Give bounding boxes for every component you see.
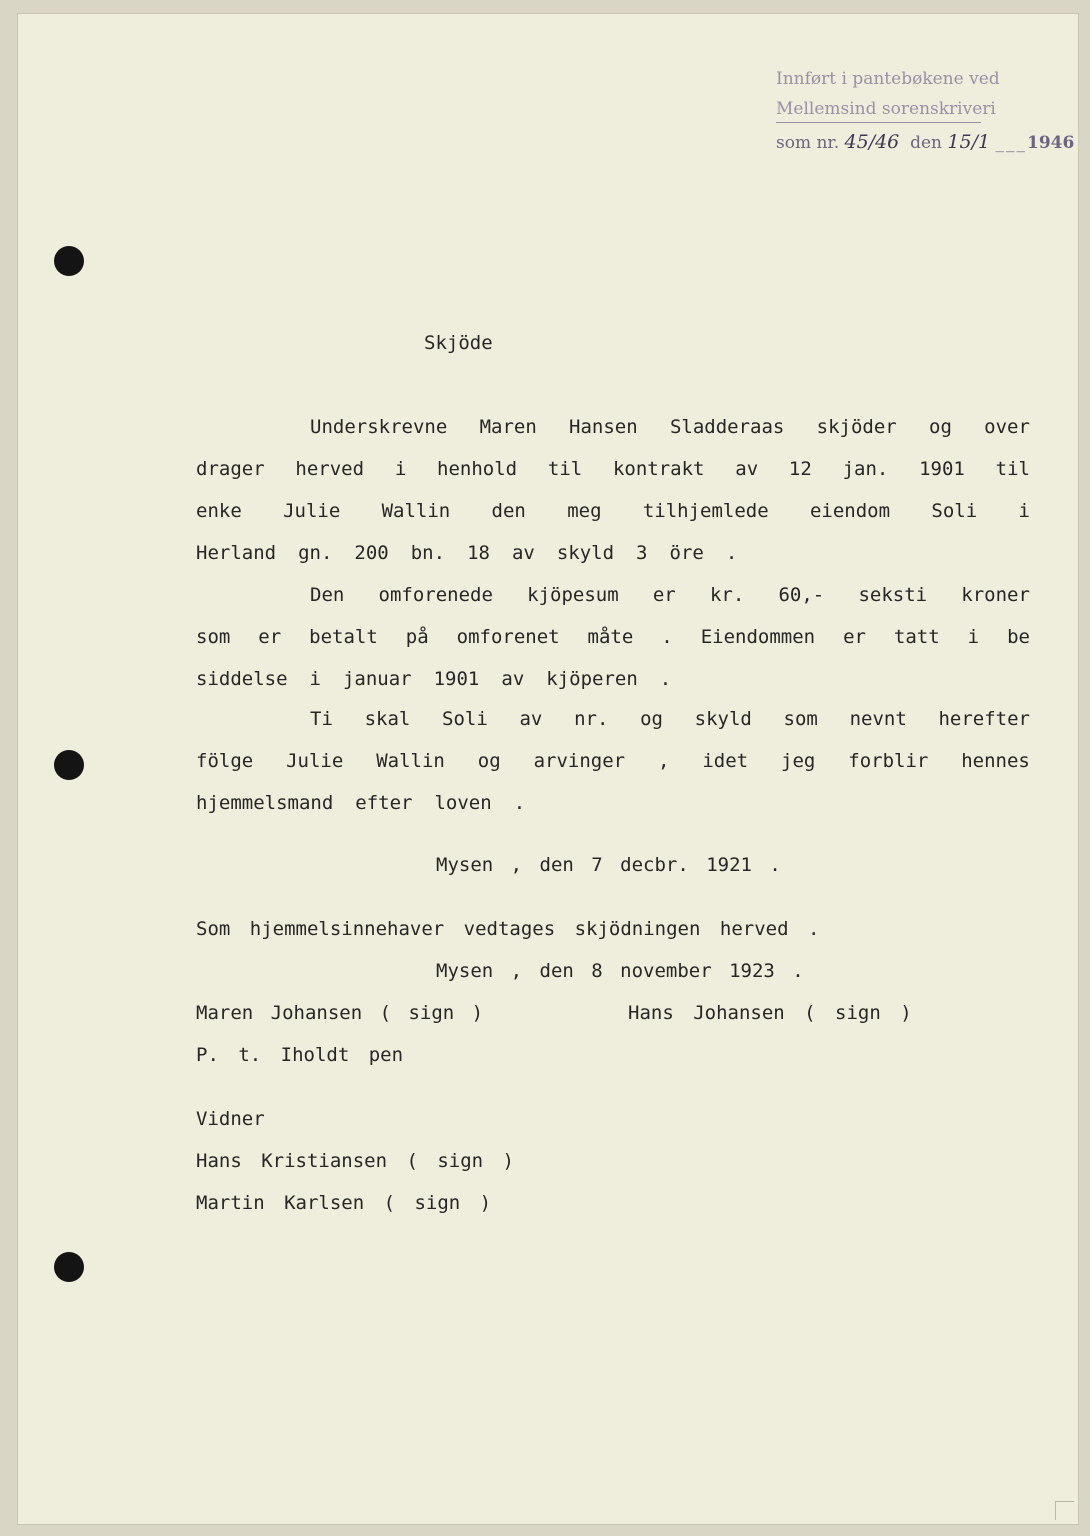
word: i — [394, 458, 407, 480]
word: hennes — [961, 750, 1030, 772]
word: kjöperen — [546, 668, 638, 690]
word: 1901 — [433, 668, 480, 690]
word: Herland — [196, 542, 277, 564]
word: 18 — [467, 542, 490, 564]
word: forblir — [848, 750, 929, 772]
word: kjöpesum — [527, 584, 619, 606]
word: henhold — [437, 458, 518, 480]
stamp-line-3: som nr. 45/46 den 15/1 ___1946 — [776, 131, 1075, 153]
word: , — [657, 750, 670, 772]
word: kroner — [961, 584, 1030, 606]
word: til — [547, 458, 583, 480]
p3-line — [196, 750, 1030, 772]
word: Sladderaas — [669, 416, 785, 438]
pt-line: P. t. Iholdt pen — [196, 1044, 404, 1066]
word: 3 — [636, 542, 648, 564]
word: Den — [310, 584, 345, 606]
word: . — [661, 626, 673, 648]
word: Soli — [442, 708, 488, 730]
word: tatt — [893, 626, 940, 648]
word: i — [1018, 500, 1030, 522]
word: . — [725, 542, 738, 564]
witnesses-label: Vidner — [196, 1108, 265, 1130]
word: Julie — [283, 500, 341, 522]
word: kontrakt — [612, 458, 705, 480]
document-body — [18, 14, 1078, 1524]
place-date-1: Mysen , den 7 decbr. 1921 . — [436, 854, 781, 876]
document-page — [18, 14, 1078, 1524]
p2-line — [196, 626, 1030, 648]
word: fölge — [196, 750, 254, 772]
word: skyld — [556, 542, 615, 564]
word: Soli — [931, 500, 978, 522]
word: bn. — [410, 542, 446, 564]
word: Wallin — [376, 750, 445, 772]
word: til — [995, 458, 1030, 480]
word: omforenet — [456, 626, 560, 648]
witness-martin-karlsen: Martin Karlsen ( sign ) — [196, 1192, 492, 1214]
word: er — [652, 584, 676, 606]
word: betalt — [309, 626, 378, 648]
p3-line — [310, 708, 1030, 730]
word: kr. — [709, 584, 745, 606]
word: hjemmelsmand — [196, 792, 334, 814]
word: skal — [364, 708, 411, 730]
word: öre — [669, 542, 704, 564]
stamp-line-1: Innført i pantebøkene ved — [776, 69, 1000, 89]
word: skyld — [694, 708, 752, 730]
word: enke — [196, 500, 242, 522]
word: skjöder — [816, 416, 897, 438]
stamp-line-2: Mellemsind sorenskriveri — [776, 99, 996, 119]
word: 60,- — [778, 584, 825, 606]
word: Underskrevne — [310, 416, 448, 438]
word: Julie — [286, 750, 344, 772]
word: som — [196, 626, 231, 648]
word: måte — [587, 626, 634, 648]
word: gn. — [298, 542, 333, 564]
word: jan. — [842, 458, 889, 480]
word: av — [501, 668, 525, 690]
word: eiendom — [809, 500, 891, 522]
word: i — [309, 668, 321, 690]
word: som — [783, 708, 818, 730]
word: loven — [434, 792, 492, 814]
acceptance-line: Som hjemmelsinnehaver vedtages skjödningen herved . — [196, 918, 820, 940]
p3-line — [196, 792, 1030, 814]
word: . — [513, 792, 526, 814]
p1-line — [196, 500, 1030, 522]
p1-line — [310, 416, 1030, 438]
word: 200 — [354, 542, 389, 564]
stamp-year: 1946 — [1026, 133, 1075, 153]
signature-maren-johansen: Maren Johansen ( sign ) — [196, 1002, 484, 1024]
word: den — [491, 500, 526, 522]
word: av — [511, 542, 535, 564]
word: arvinger — [533, 750, 626, 772]
word: over — [984, 416, 1030, 438]
word: omforenede — [378, 584, 493, 606]
word: efter — [355, 792, 413, 814]
word: . — [659, 668, 672, 690]
word: seksti — [858, 584, 928, 606]
word: meg — [567, 500, 602, 522]
word: og — [477, 750, 501, 772]
word: jeg — [781, 750, 816, 772]
word: og — [929, 416, 952, 438]
word: be — [1007, 626, 1030, 648]
word: er — [258, 626, 282, 648]
word: Wallin — [381, 500, 451, 522]
p2-line — [196, 668, 1030, 690]
word: og — [640, 708, 663, 730]
p1-line — [196, 458, 1030, 480]
place-date-2: Mysen , den 8 november 1923 . — [436, 960, 804, 982]
word: herefter — [938, 708, 1030, 730]
word: på — [405, 626, 429, 648]
page-corner — [1055, 1501, 1074, 1520]
word: idet — [702, 750, 749, 772]
word: 1901 — [919, 458, 965, 480]
p2-line — [310, 584, 1030, 606]
document-title: Skjöde — [424, 332, 493, 354]
witness-hans-kristiansen: Hans Kristiansen ( sign ) — [196, 1150, 514, 1172]
word: nr. — [574, 708, 609, 730]
stamp-date: 15/1 — [947, 131, 991, 153]
word: Ti — [310, 708, 333, 730]
stamp-number: 45/46 — [844, 131, 900, 153]
signature-hans-johansen: Hans Johansen ( sign ) — [628, 1002, 912, 1024]
word: januar — [342, 668, 412, 690]
word: Eiendommen — [700, 626, 816, 648]
word: i — [967, 626, 980, 648]
word: nevnt — [849, 708, 907, 730]
word: Maren — [479, 416, 537, 438]
word: av — [519, 708, 543, 730]
word: drager — [196, 458, 265, 480]
word: siddelse — [196, 668, 288, 690]
stamp-mid: den — [910, 133, 942, 153]
stamp-prefix: som nr. — [776, 133, 840, 153]
word: tilhjemlede — [642, 500, 769, 522]
p1-line — [196, 542, 1030, 564]
word: Hansen — [569, 416, 638, 438]
word: av — [735, 458, 759, 480]
word: er — [843, 626, 866, 648]
word: 12 — [788, 458, 812, 480]
word: herved — [295, 458, 365, 480]
